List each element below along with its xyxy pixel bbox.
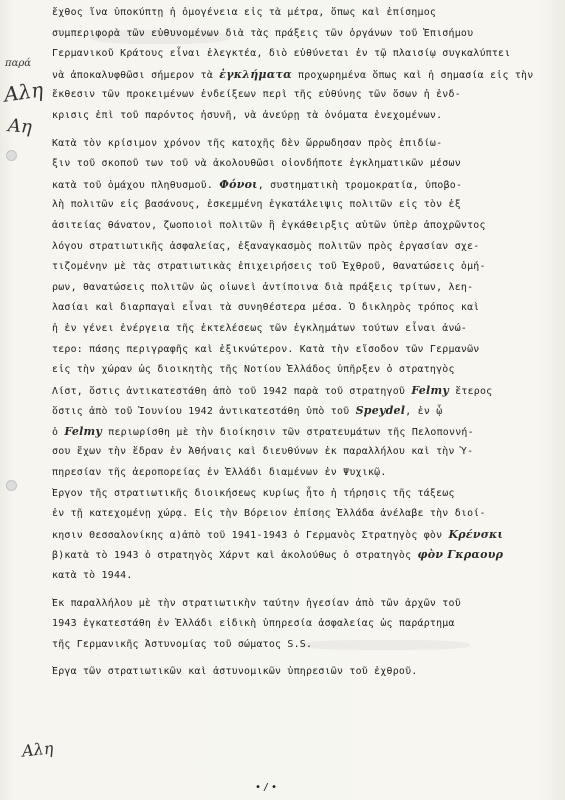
- text-line: [52, 442, 552, 463]
- typed-text: λὴ πολιτῶν εἰς βασάνους, ἐσκεμμένη ἐγκατάλειψις πολιτῶν εἰς τὸν ἐξ: [52, 199, 461, 211]
- handwritten-insert: Felmy: [411, 383, 449, 397]
- text-line: [52, 463, 552, 484]
- typed-text: ἔχθος ἵνα ὑποκύπτῃ ἡ ὁμογένεια εἰς τὰ μέτρα, ὅπως καὶ ἐπίσημος: [52, 7, 437, 18]
- handwritten-insert: φὸν Γκραουρ: [417, 548, 504, 562]
- text-line: [52, 381, 552, 402]
- typed-text: Ἐκ παραλλήλου μὲ τὴν στρατιωτικὴν ταύτην ἡγεσίαν ἀπὸ τῶν ἀρχῶν τοῦ: [52, 597, 461, 609]
- typed-text: τιζομένην μὲ τὰς στρατιωτικὰς ἐπιχειρήσεις τοῦ Ἐχθροῦ, θανατώσεις ὁμή-: [52, 261, 486, 273]
- text-line: [52, 484, 552, 505]
- text-line: [52, 134, 552, 155]
- text-line: [52, 360, 552, 381]
- typed-text: Ἔργον τῆς στρατιωτικῆς διοικήσεως κυρίως ἦτο ἡ τήρησις τῆς τάξεως: [52, 487, 455, 499]
- typed-text: κρισις ἐπὶ τοῦ παρόντος ἠσυνῆ, νὰ ἀνεύρῃ τὰ ὀνόματα ἐνεχομένων.: [52, 109, 443, 121]
- text-line: [52, 525, 552, 546]
- text-line: [52, 44, 552, 65]
- typed-text: κατὰ τοῦ ὁμάχου πληθυσμοῦ.: [52, 179, 220, 191]
- typed-text: νὰ ἀποκαλυφθῶσι σήμερον τὰ: [52, 69, 220, 81]
- text-line: [52, 545, 552, 566]
- text-line: [52, 614, 552, 635]
- punch-hole: [6, 150, 17, 161]
- handwritten-insert: ἐγκλήματα: [219, 67, 292, 81]
- handwritten-insert: Speydel: [355, 404, 406, 418]
- typed-text: κατὰ τὸ 1944.: [52, 570, 133, 582]
- typed-text: Κατὰ τὸν κρίσιμον χρόνον τῆς κατοχῆς δὲν ὤρρωδησαν πρὸς ἐπιδίω-: [52, 137, 443, 149]
- text-line: [52, 24, 552, 45]
- punch-hole: [6, 480, 17, 491]
- typed-text: Γερμανικοῦ Κράτους εἶναι ἐλεγκτέα, διὸ εὐθύνεται ἐν τῷ πλαισίῳ συγκαλύπτει: [52, 48, 511, 60]
- typed-text: τῆς Γερμανικῆς Ἀστυνομίας τοῦ σώματος S.S.: [52, 638, 313, 650]
- typed-text: ἔκθεσιν τῶν προκειμένων ἐνδείξεων περὶ τῆς εὐθύνης τῶν ὅσων ἡ ἐνδ-: [52, 89, 461, 101]
- paragraph-gap: [52, 587, 552, 594]
- typed-text: ρων, θανατώσεις πολιτῶν ὡς οἰωνεὶ ἀντίποινα διὰ πράξεις τρίτων, λεη-: [52, 281, 474, 293]
- typed-text: β)κατὰ τὸ 1943 ὁ στρατηγὸς Χάρντ καὶ ἀκολούθως ὁ στρατηγὸς: [52, 550, 418, 562]
- page-number: •/•: [255, 782, 280, 793]
- typed-text: πηρεσίαν τῆς ἀεροπορείας ἐν Ἑλλάδι διαμένων ἐν Ψυχικῷ.: [52, 467, 387, 479]
- text-line: [52, 566, 552, 587]
- typed-text: 1943 ἐγκατεστάθη ἐν Ἑλλάδι εἰδικὴ ὑπηρεσία ἀσφαλείας ὡς παράρτημα: [52, 618, 455, 630]
- paragraph-gap: [52, 655, 552, 662]
- paragraph-gap: [52, 127, 552, 134]
- text-line: [52, 106, 552, 127]
- text-line: [52, 278, 552, 299]
- margin-signature: Αλη: [21, 738, 55, 761]
- typed-text: κησιν Θεσσαλονίκης α)ἀπὸ τοῦ 1941-1943 ὁ Γερμανὸς Στρατηγὸς φὸν: [52, 529, 449, 541]
- typed-text: ἡ ἐν γένει ἐνέργεια τῆς ἐκτελέσεως τῶν ἐγκλημάτων τούτων εἶναι ἀνώ-: [52, 322, 468, 334]
- text-line: [52, 401, 552, 422]
- margin-signature: Αη: [7, 115, 33, 138]
- text-line: [52, 340, 552, 361]
- typed-text: λασίαι καὶ διαρπαγαὶ εἶναι τὰ συνηθέστερα μέσα. Ὁ δικληρὸς τρόπος καὶ: [52, 302, 480, 314]
- typed-text: ὁ: [52, 426, 65, 438]
- handwritten-insert: Κρένσκι: [448, 527, 504, 541]
- text-line: [52, 237, 552, 258]
- typed-text: ἐν τῇ κατεχομένῃ χώρᾳ. Εἰς τὴν Βόρειον ἐπίσης Ἑλλάδα ἀνέλαβε τὴν διοί-: [52, 508, 486, 520]
- text-line: [52, 65, 552, 86]
- handwritten-insert: Felmy: [64, 424, 103, 438]
- handwritten-insert: Φόνοι: [219, 177, 258, 191]
- text-line: [52, 257, 552, 278]
- typed-text: , συστηματικὴ τρομοκρατία, ὑποβο-: [257, 179, 463, 191]
- typed-text: συμπεριφορὰ τῶν εὐθυνομένων διὰ τὰς πράξεις τῶν ὀργάνων τοῦ Ἐπισήμου: [52, 27, 474, 39]
- text-line: [52, 422, 552, 443]
- typed-text: Ἔργα τῶν στρατιωτικῶν καὶ ἀστυνομικῶν ὑπηρεσιῶν τοῦ ἐχθροῦ.: [52, 666, 418, 678]
- typed-text: Λίστ, ὅστις ἀντικατεστάθη ἀπὸ τοῦ 1942 παρὰ τοῦ στρατηγοῦ: [52, 385, 412, 397]
- text-line: [52, 3, 552, 24]
- text-line: [52, 216, 552, 237]
- typed-text: περιωρίσθη μὲ τὴν διοίκησιν τῶν στρατευμάτων τῆς Πελοποννή-: [102, 426, 474, 438]
- typed-text: λόγου στρατιωτικῆς ἀσφαλείας, ἐξαναγκασμὸς πολιτῶν πρὸς ἐργασίαν σχε-: [52, 240, 480, 252]
- text-line: [52, 635, 552, 656]
- text-line: [52, 594, 552, 615]
- typewritten-body: [52, 3, 552, 683]
- typed-text: ἀσιτείας θάνατον, ζωοποιοὶ πολιτῶν ἢ ἐγκάθειρξις αὐτῶν ὑπὲρ ἀποχρῶντος: [52, 219, 486, 231]
- typed-text: , ἐν ᾧ: [405, 406, 443, 418]
- margin-signature: Αλη: [2, 77, 45, 107]
- typed-text: ὅστις ἀπὸ τοῦ Ἰουνίου 1942 ἀντικατεστάθη ὑπὸ τοῦ: [52, 406, 356, 418]
- typed-text: σου ἔχων τὴν ἕδραν ἐν Ἀθήναις καὶ διευθύνων ἐκ παραλλήλου καὶ τὴν Ὑ-: [52, 446, 474, 458]
- text-line: [52, 85, 552, 106]
- typed-text: ἕτερος: [449, 385, 493, 397]
- margin-note: παρά: [5, 58, 31, 69]
- typed-text: τερο: πάσης περιγραφῆς καὶ ἐξικνώτερον. Κατὰ τὴν εἴσοδον τῶν Γερμανῶν: [52, 343, 480, 355]
- typed-text: ξιν τοῦ σκοποῦ των τοῦ νὰ ἀκολουθῶσι οἱονδήποτε ἐγκληματικῶν μέσων: [52, 158, 461, 170]
- typed-text: εἰς τὴν χώραν ὡς διοικητὴς τῆς Νοτίου Ἑλλάδος ὑπῆρξεν ὁ στρατηγὸς: [52, 364, 455, 376]
- text-line: [52, 298, 552, 319]
- text-line: [52, 504, 552, 525]
- text-line: [52, 319, 552, 340]
- text-line: [52, 175, 552, 196]
- typed-text: προχωρημένα ὅπως καὶ ἡ σημασία εἰς τὴν: [291, 69, 534, 81]
- text-line: [52, 195, 552, 216]
- text-line: [52, 662, 552, 683]
- text-line: [52, 154, 552, 175]
